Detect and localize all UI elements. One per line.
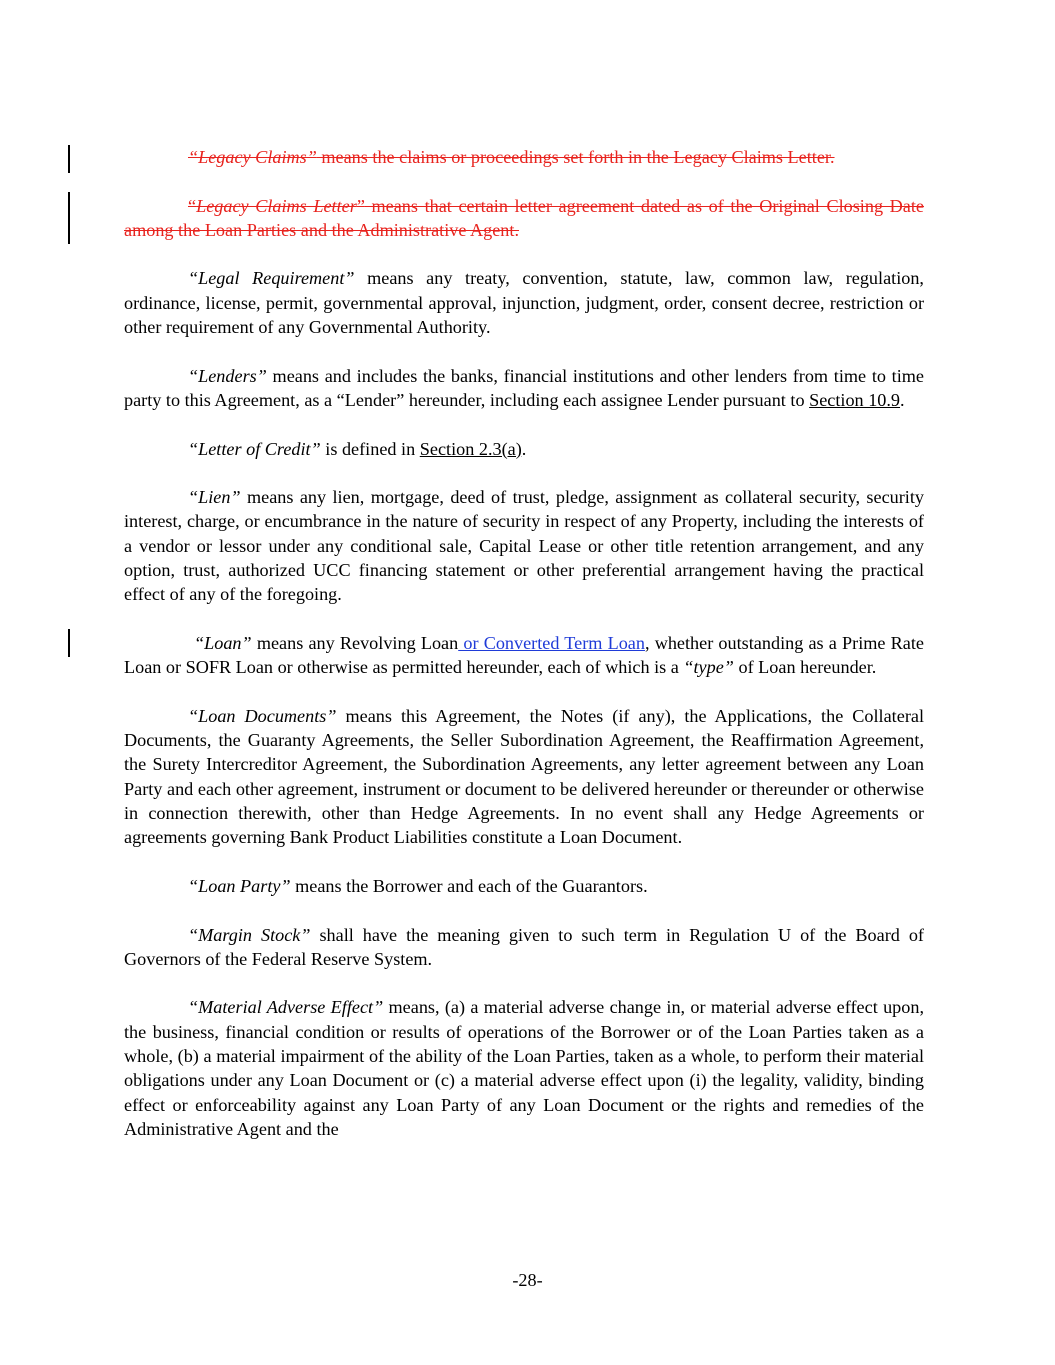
defined-term: “Loan Party” [188,875,291,896]
definition-legal-requirement: “Legal Requirement” means any treaty, convention, statute, law, common law, regulation, ordinance, license, permit, governmental approval, injunction, judgment, order, consent decree, restriction or other requirement of any Governmental Authority. [124,268,924,338]
page-number: -28- [512,1270,543,1290]
defined-term: “Material Adverse Effect” [188,997,384,1018]
definition-loan-party: “Loan Party” means the Borrower and each of the Guarantors. [188,875,648,896]
change-bar [68,629,70,657]
defined-term: “Legacy Claims” [188,147,317,167]
definition-lien: “Lien” means any lien, mortgage, deed of trust, pledge, assignment as collateral security, security interest, charge, or encumbrance in the nature of security in respect of any Property, including the interests of a vendor or lessor under any conditional sale, Capital Lease or other title retention arrangement, and any option, trust, authorized UCC financing statement or other preferential arrangement having the practical effect of any of the foregoing. [124,487,924,605]
definition-legacy-claims [124,145,924,169]
definition-lenders: “Lenders” means and includes the banks, financial institutions and other lenders from time to time party to this Agreement, as a “Lender” hereunder, including each assignee Lender pursuant to Section 10.9. [124,365,924,410]
defined-term: “Legal Requirement” [188,268,355,289]
change-bar [68,192,70,244]
deleted-text: “Legacy Claims Letter” means that certain letter agreement dated as of the Original Closing Date among the Loan Parties and the Administrative Agent. [124,195,924,240]
section-reference: Section 10.9 [809,389,901,410]
defined-term: “Margin Stock” [188,924,311,945]
document-page [124,145,924,1165]
defined-term: “Loan Documents” [188,705,337,726]
defined-term: “Lien” [188,487,241,508]
definition-letter-of-credit: “Letter of Credit” is defined in Section 2.3(a). [188,438,527,459]
defined-term: “Loan” [194,632,252,653]
defined-term: Legacy Claims Letter [196,195,357,216]
definition-material-adverse-effect: “Material Adverse Effect” means, (a) a material adverse change in, or material adverse effect upon, the business, financial condition or results of operations of the Borrower or of the Loan Parties taken as a whole, (b) a material impairment of the ability of the Loan Parties, taken as a whole, to perform their material obligations under any Loan Document or (c) a material adverse effect upon (i) the legality, validity, binding effect or enforceability against any Loan Party of any Loan Document or the rights and remedies of the Administrative Agent and the [124,997,924,1139]
definition-loan: “Loan” means any Revolving Loan or Converted Term Loan, whether outstanding as a Prime Rate Loan or SOFR Loan or otherwise as permitted hereunder, each of which is a “type” of Loan hereunder. [124,631,924,680]
inserted-text: or Converted Term Loan [458,632,645,653]
definition-legacy-claims-letter [124,194,924,243]
section-reference: Section 2.3(a) [419,438,522,459]
defined-term: “Letter of Credit” [188,438,321,459]
definition-margin-stock: “Margin Stock” shall have the meaning given to such term in Regulation U of the Board of Governors of the Federal Reserve System. [124,924,924,969]
change-bar [68,145,70,173]
definition-loan-documents: “Loan Documents” means this Agreement, the Notes (if any), the Applications, the Collateral Documents, the Guaranty Agreements, the Seller Subordination Agreement, the Reaffirmation Agreement, the Surety Intercreditor Agreement, the Subordination Agreements, any letter agreement between any Loan Party and each other agreement, instrument or document to be delivered hereunder or thereunder or otherwise in connection therewith, other than Hedge Agreements. In no event shall any Hedge Agreements or agreements governing Bank Product Liabilities constitute a Loan Document. [124,705,924,848]
defined-term: “Lenders” [188,365,267,386]
defined-term: “type” [683,657,734,678]
deleted-text: “Legacy Claims” means the claims or proceedings set forth in the Legacy Claims Letter. [188,147,835,167]
